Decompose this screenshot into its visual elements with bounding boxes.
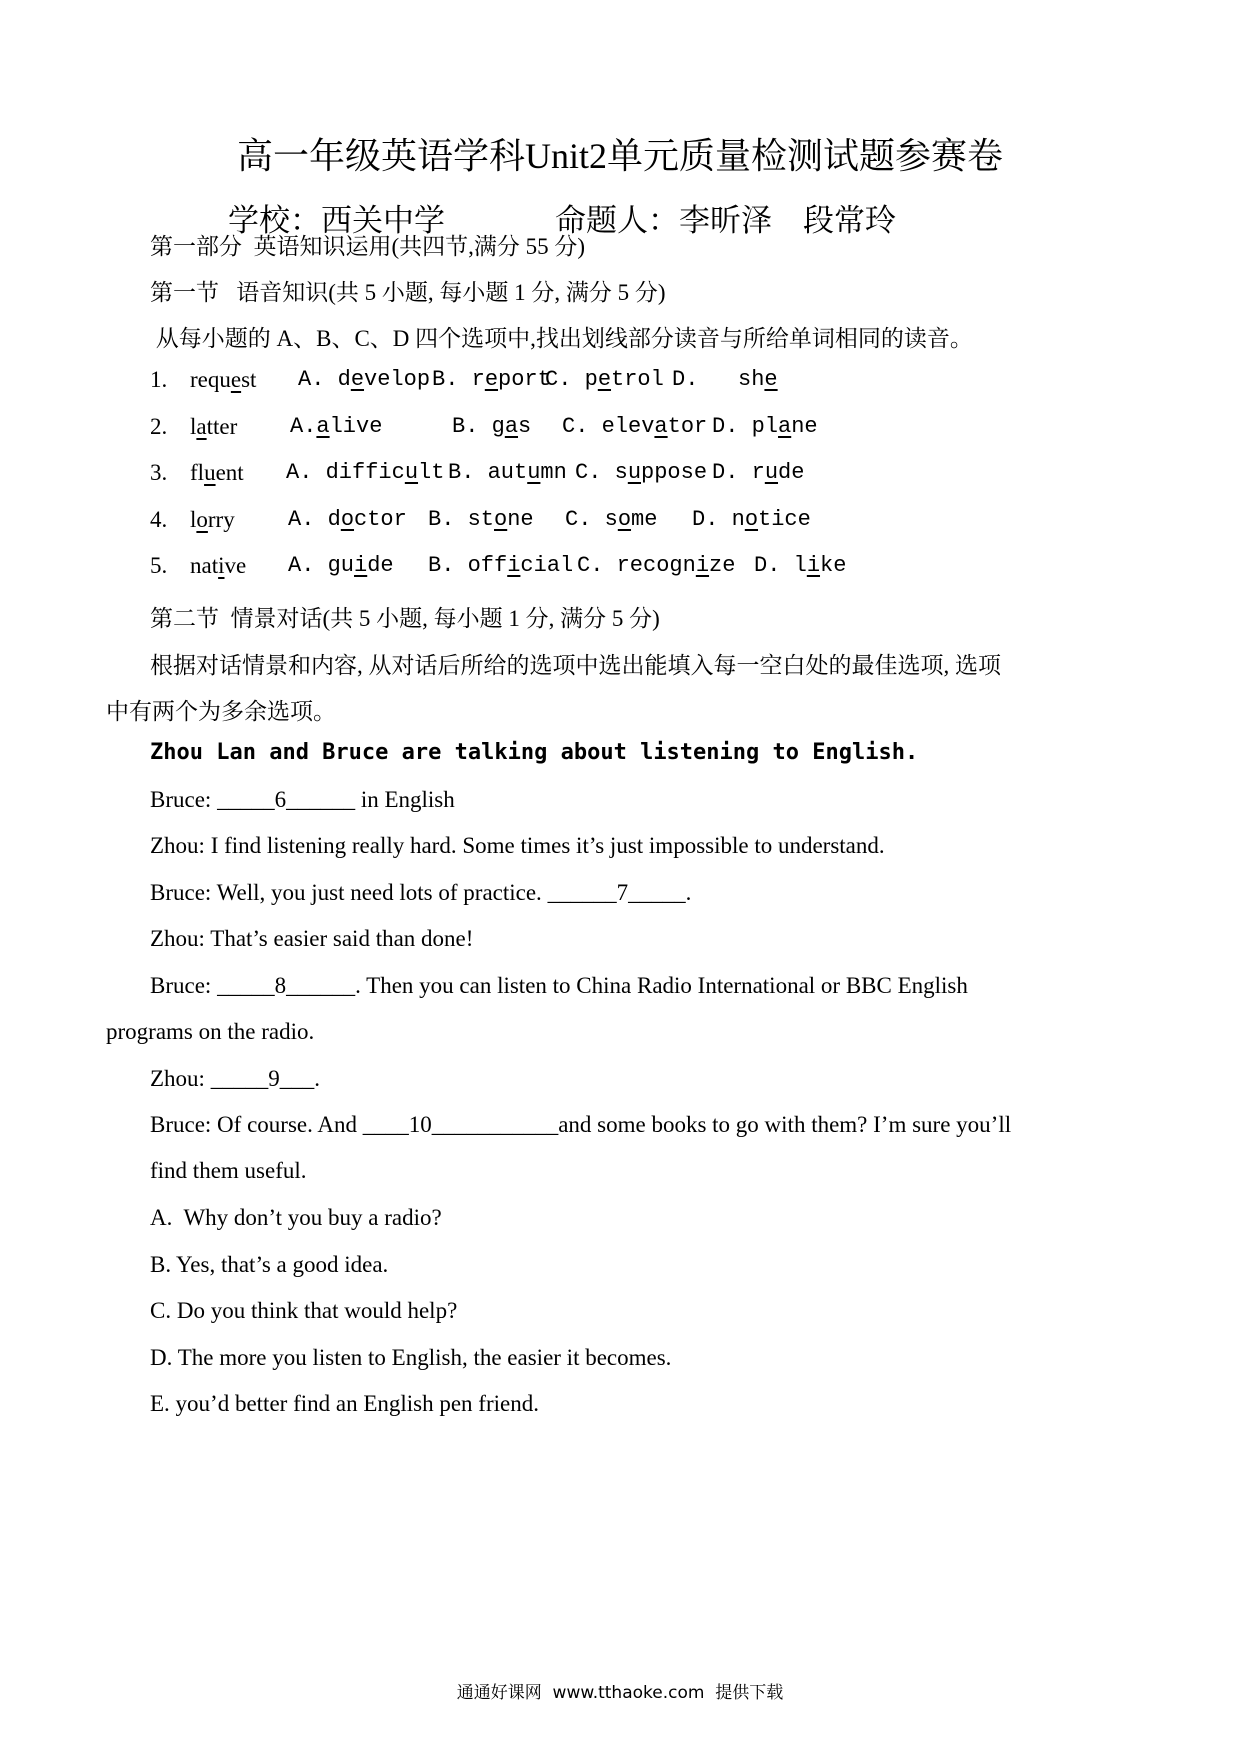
- q4-option-c: [565, 507, 657, 532]
- text-segment: B. aut: [448, 460, 528, 485]
- underlined-letter: o: [340, 507, 355, 532]
- author2-label: 段常玲: [803, 203, 896, 238]
- text-segment: C. recogn: [577, 553, 696, 578]
- text-segment: ne: [507, 507, 534, 532]
- q3-option-a: [286, 460, 444, 485]
- q2-option-b: [452, 414, 531, 439]
- q4-option-a: [288, 507, 407, 532]
- text-segment: l: [190, 414, 197, 439]
- section2-instruction-line1: 根据对话情景和内容, 从对话后所给的选项中选出能填入每一空白处的最佳选项, 选项: [150, 653, 1001, 678]
- q2-option-c: [562, 414, 707, 439]
- section2-instruction-line2: 中有两个为多余选项。: [106, 699, 336, 724]
- dialogue-text: .: [685, 880, 692, 905]
- q1-option-b: [432, 367, 551, 392]
- text-segment: D. sh: [672, 367, 765, 392]
- dialogue-text: .: [314, 1066, 320, 1091]
- dialogue-text: Zhou:: [150, 1066, 211, 1091]
- text-segment: tice: [758, 507, 811, 532]
- text-segment: ent: [215, 460, 244, 485]
- text-segment: A. diffic: [286, 460, 405, 485]
- text-segment: A. gu: [288, 553, 355, 578]
- q1-number: 1.: [150, 367, 168, 392]
- answer-blank[interactable]: _____8______: [217, 973, 356, 998]
- underlined-letter: e: [484, 367, 499, 392]
- q2-option-a: [290, 414, 382, 439]
- underlined-letter: a: [504, 414, 519, 439]
- section1-instruction: 从每小题的 A、B、C、D 四个选项中,找出划线部分读音与所给单词相同的读音。: [150, 326, 973, 351]
- q3-option-d: [712, 460, 804, 485]
- underlined-letter: i: [806, 553, 821, 578]
- exam-title: 高一年级英语学科Unit2单元质量检测试题参赛卷: [236, 136, 1003, 176]
- section1-heading: 第一节 语音知识(共 5 小题, 每小题 1 分, 满分 5 分): [150, 280, 666, 305]
- underlined-letter: e: [764, 367, 778, 392]
- dialogue-line: [150, 973, 968, 999]
- underlined-letter: i: [354, 553, 368, 578]
- underlined-letter: i: [218, 553, 225, 578]
- text-segment: D. r: [712, 460, 765, 485]
- dialogue-option: B. Yes, that’s a good idea.: [150, 1252, 389, 1277]
- q2-option-d: [712, 414, 818, 439]
- text-segment: rry: [207, 507, 235, 532]
- text-segment: C. s: [565, 507, 618, 532]
- dialogue-line: [150, 926, 473, 952]
- q4-number: 4.: [150, 507, 168, 532]
- text-segment: B. g: [452, 414, 505, 439]
- school-label: 学校：西关中学: [228, 203, 445, 238]
- underlined-letter: e: [597, 367, 612, 392]
- text-segment: ctor: [354, 507, 407, 532]
- text-segment: st: [241, 367, 257, 392]
- dialogue-line: [106, 1019, 314, 1045]
- section2-heading: 第二节 情景对话(共 5 小题, 每小题 1 分, 满分 5 分): [150, 606, 660, 631]
- underlined-letter: u: [404, 460, 419, 485]
- underlined-letter: i: [695, 553, 710, 578]
- underlined-letter: a: [654, 414, 668, 439]
- text-segment: B. st: [428, 507, 495, 532]
- author-label: 命题人：李昕泽: [555, 203, 772, 238]
- text-segment: velop: [364, 367, 431, 392]
- text-segment: tter: [206, 414, 238, 439]
- text-segment: C. elev: [562, 414, 655, 439]
- dialogue-text: Zhou: That’s easier said than done!: [150, 926, 474, 951]
- part1-heading: 第一部分 英语知识运用(共四节,满分 55 分): [150, 234, 586, 259]
- dialogue-text: programs on the radio.: [106, 1019, 315, 1044]
- text-segment: B. r: [432, 367, 485, 392]
- dialogue-text: find them useful.: [150, 1158, 307, 1183]
- underlined-letter: o: [744, 507, 759, 532]
- underlined-letter: a: [778, 414, 792, 439]
- dialogue-text: Bruce: Of course. And: [150, 1112, 363, 1137]
- dialogue-text: Zhou: I find listening really hard. Some times it’s just impossible to understand.: [150, 833, 885, 858]
- text-segment: A.: [290, 414, 317, 439]
- underlined-letter: u: [627, 460, 642, 485]
- text-segment: ze: [709, 553, 736, 578]
- q3-option-c: [575, 460, 707, 485]
- footer-credit: 通通好课网 www.tthaoke.com 提供下载: [456, 1683, 784, 1703]
- q4-option-b: [428, 507, 534, 532]
- text-segment: C. p: [545, 367, 598, 392]
- underlined-letter: i: [507, 553, 521, 578]
- text-segment: D. n: [692, 507, 745, 532]
- underlined-letter: o: [617, 507, 632, 532]
- text-segment: lt: [418, 460, 445, 485]
- text-segment: A. d: [298, 367, 351, 392]
- dialogue-title: Zhou Lan and Bruce are talking about listening to English.: [150, 740, 919, 765]
- answer-blank[interactable]: ____10___________: [362, 1112, 559, 1137]
- text-segment: ppose: [641, 460, 708, 485]
- answer-blank[interactable]: _____6______: [217, 787, 356, 812]
- text-segment: fl: [190, 460, 205, 485]
- text-segment: port: [498, 367, 551, 392]
- text-segment: tor: [667, 414, 708, 439]
- q4-word: [190, 507, 235, 533]
- dialogue-option: D. The more you listen to English, the easier it becomes.: [150, 1345, 672, 1370]
- text-segment: trol: [611, 367, 664, 392]
- underlined-letter: e: [230, 367, 242, 392]
- q5-word: [190, 553, 246, 579]
- text-segment: A. d: [288, 507, 341, 532]
- underlined-letter: a: [196, 414, 207, 439]
- text-segment: requ: [190, 367, 231, 392]
- text-segment: l: [190, 507, 197, 532]
- dialogue-line: [150, 787, 455, 813]
- text-segment: de: [367, 553, 394, 578]
- q3-option-b: [448, 460, 567, 485]
- text-segment: mn: [540, 460, 567, 485]
- q3-number: 3.: [150, 460, 168, 485]
- dialogue-option: C. Do you think that would help?: [150, 1298, 458, 1323]
- dialogue-line: [150, 1066, 320, 1092]
- dialogue-text: and some books to go with them? I’m sure you’ll: [558, 1112, 1012, 1137]
- text-segment: D. pl: [712, 414, 779, 439]
- text-segment: me: [631, 507, 658, 532]
- underlined-letter: u: [204, 460, 216, 485]
- text-segment: ve: [224, 553, 247, 578]
- dialogue-text: Bruce:: [150, 787, 218, 812]
- q5-option-b: [428, 553, 573, 578]
- q4-option-d: [692, 507, 811, 532]
- text-segment: nat: [190, 553, 219, 578]
- q2-word: [190, 414, 237, 440]
- answer-blank[interactable]: ______7_____: [547, 880, 686, 905]
- q3-word: [190, 460, 244, 486]
- dialogue-line: [150, 880, 691, 906]
- underlined-letter: e: [350, 367, 365, 392]
- q1-option-c: [545, 367, 664, 392]
- q5-number: 5.: [150, 553, 168, 578]
- q5-option-c: [577, 553, 735, 578]
- dialogue-text: . Then you can listen to China Radio International or BBC English: [355, 973, 968, 998]
- dialogue-text: Bruce: Well, you just need lots of practice.: [150, 880, 548, 905]
- dialogue-option: A. Why don’t you buy a radio?: [150, 1205, 442, 1230]
- dialogue-text: Bruce:: [150, 973, 218, 998]
- text-segment: ke: [820, 553, 847, 578]
- q1-option-a: [298, 367, 430, 392]
- q2-number: 2.: [150, 414, 168, 439]
- text-segment: s: [518, 414, 532, 439]
- q5-option-d: [754, 553, 846, 578]
- text-segment: de: [778, 460, 805, 485]
- text-segment: ne: [791, 414, 818, 439]
- underlined-letter: o: [494, 507, 508, 532]
- dialogue-text: in English: [355, 787, 455, 812]
- q1-word: [190, 367, 256, 393]
- text-segment: C. s: [575, 460, 628, 485]
- q5-option-a: [288, 553, 394, 578]
- underlined-letter: u: [764, 460, 779, 485]
- text-segment: cial: [520, 553, 574, 578]
- dialogue-line: [150, 833, 885, 859]
- dialogue-option: E. you’d better find an English pen friend.: [150, 1391, 539, 1416]
- dialogue-line: [150, 1112, 1011, 1138]
- underlined-letter: o: [196, 507, 208, 532]
- dialogue-line: [150, 1158, 307, 1184]
- answer-blank[interactable]: _____9___: [210, 1066, 315, 1091]
- underlined-letter: u: [527, 460, 541, 485]
- text-segment: live: [329, 414, 383, 439]
- q1-option-d: [672, 367, 778, 392]
- underlined-letter: a: [316, 414, 330, 439]
- text-segment: B. off: [428, 553, 508, 578]
- text-segment: D. l: [754, 553, 807, 578]
